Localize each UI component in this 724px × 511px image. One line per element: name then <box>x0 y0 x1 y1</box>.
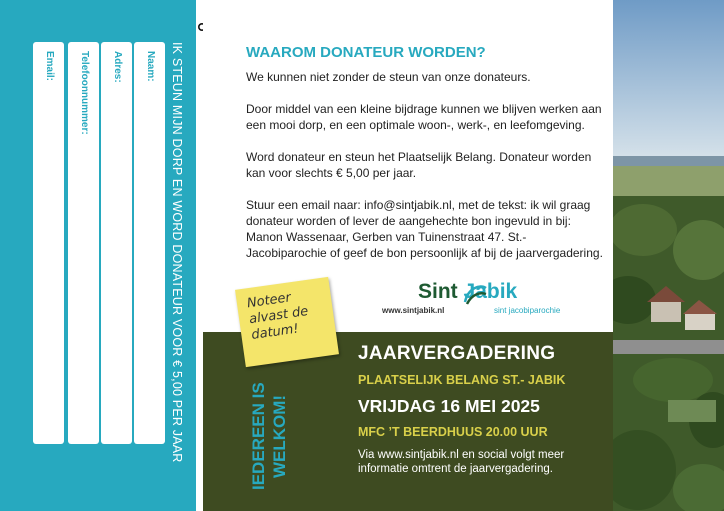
address-field[interactable] <box>101 42 132 444</box>
logo-url: www.sintjabik.nl <box>382 306 445 315</box>
meeting-date: VRIJDAG 16 MEI 2025 <box>358 396 540 416</box>
donor-coupon <box>0 0 196 511</box>
sintjabik-logo <box>382 280 610 320</box>
email-label: Email: <box>44 51 55 82</box>
meeting-title: JAARVERGADERING <box>358 343 556 364</box>
meeting-note: Via www.sintjabik.nl en social volgt meer informatie omtrent de jaarvergadering. <box>358 449 565 475</box>
coupon-pledge-text: IK STEUN MIJN DORP EN WORD DONATEUR VOOR € 5,00 PER JAAR <box>170 42 184 463</box>
info-heading: WAAROM DONATEUR WORDEN? <box>246 44 486 61</box>
sticky-note <box>235 277 339 367</box>
info-body <box>246 69 606 277</box>
welcome-text: IEDEREEN IS WELKOM! <box>249 382 289 490</box>
logo-subtitle: sint jacobiparochie <box>494 306 561 315</box>
sticky-note-text: Noteer alvast de datum! <box>246 290 310 343</box>
info-paragraph: We kunnen niet zonder de steun van onze donateurs. <box>246 70 531 84</box>
email-field[interactable] <box>33 42 64 444</box>
meeting-subtitle: PLAATSELIJK BELANG ST.- JABIK <box>358 373 566 387</box>
info-paragraph: Word donateur en steun het Plaatselijk Belang. Donateur worden kan voor slechts € 5,00 per jaar. <box>246 150 592 180</box>
info-paragraph: Door middel van een kleine bijdrage kunnen we blijven werken aan een mooi dorp, en een optimale woon-, werk-, en leefomgeving. <box>246 102 602 132</box>
logo-swirl-icon <box>462 282 488 306</box>
logo-word-jabik: Jabik <box>463 280 518 303</box>
village-photo-image <box>613 0 724 511</box>
perforation-line <box>193 0 203 511</box>
logo-word-sint: Sint <box>418 280 458 303</box>
address-label: Adres: <box>112 51 123 83</box>
phone-label: Telefoonnummer: <box>79 51 90 135</box>
name-label: Naam: <box>145 51 156 82</box>
meeting-place: MFC ’T BEERDHUUS 20.00 UUR <box>358 425 548 439</box>
info-paragraph: Stuur een email naar: info@sintjabik.nl, met de tekst: ik wil graag donateur worden of lever de aangehechte bon ingevuld in bij: Manon Wassenaar, Gerben van Tuinenstraat 47. St.-Jacobiparochie of geef de bon persoonlijk af bij de jaarvergadering. <box>246 198 603 260</box>
village-photo <box>613 0 724 511</box>
phone-field[interactable] <box>68 42 99 444</box>
name-field[interactable] <box>134 42 165 444</box>
